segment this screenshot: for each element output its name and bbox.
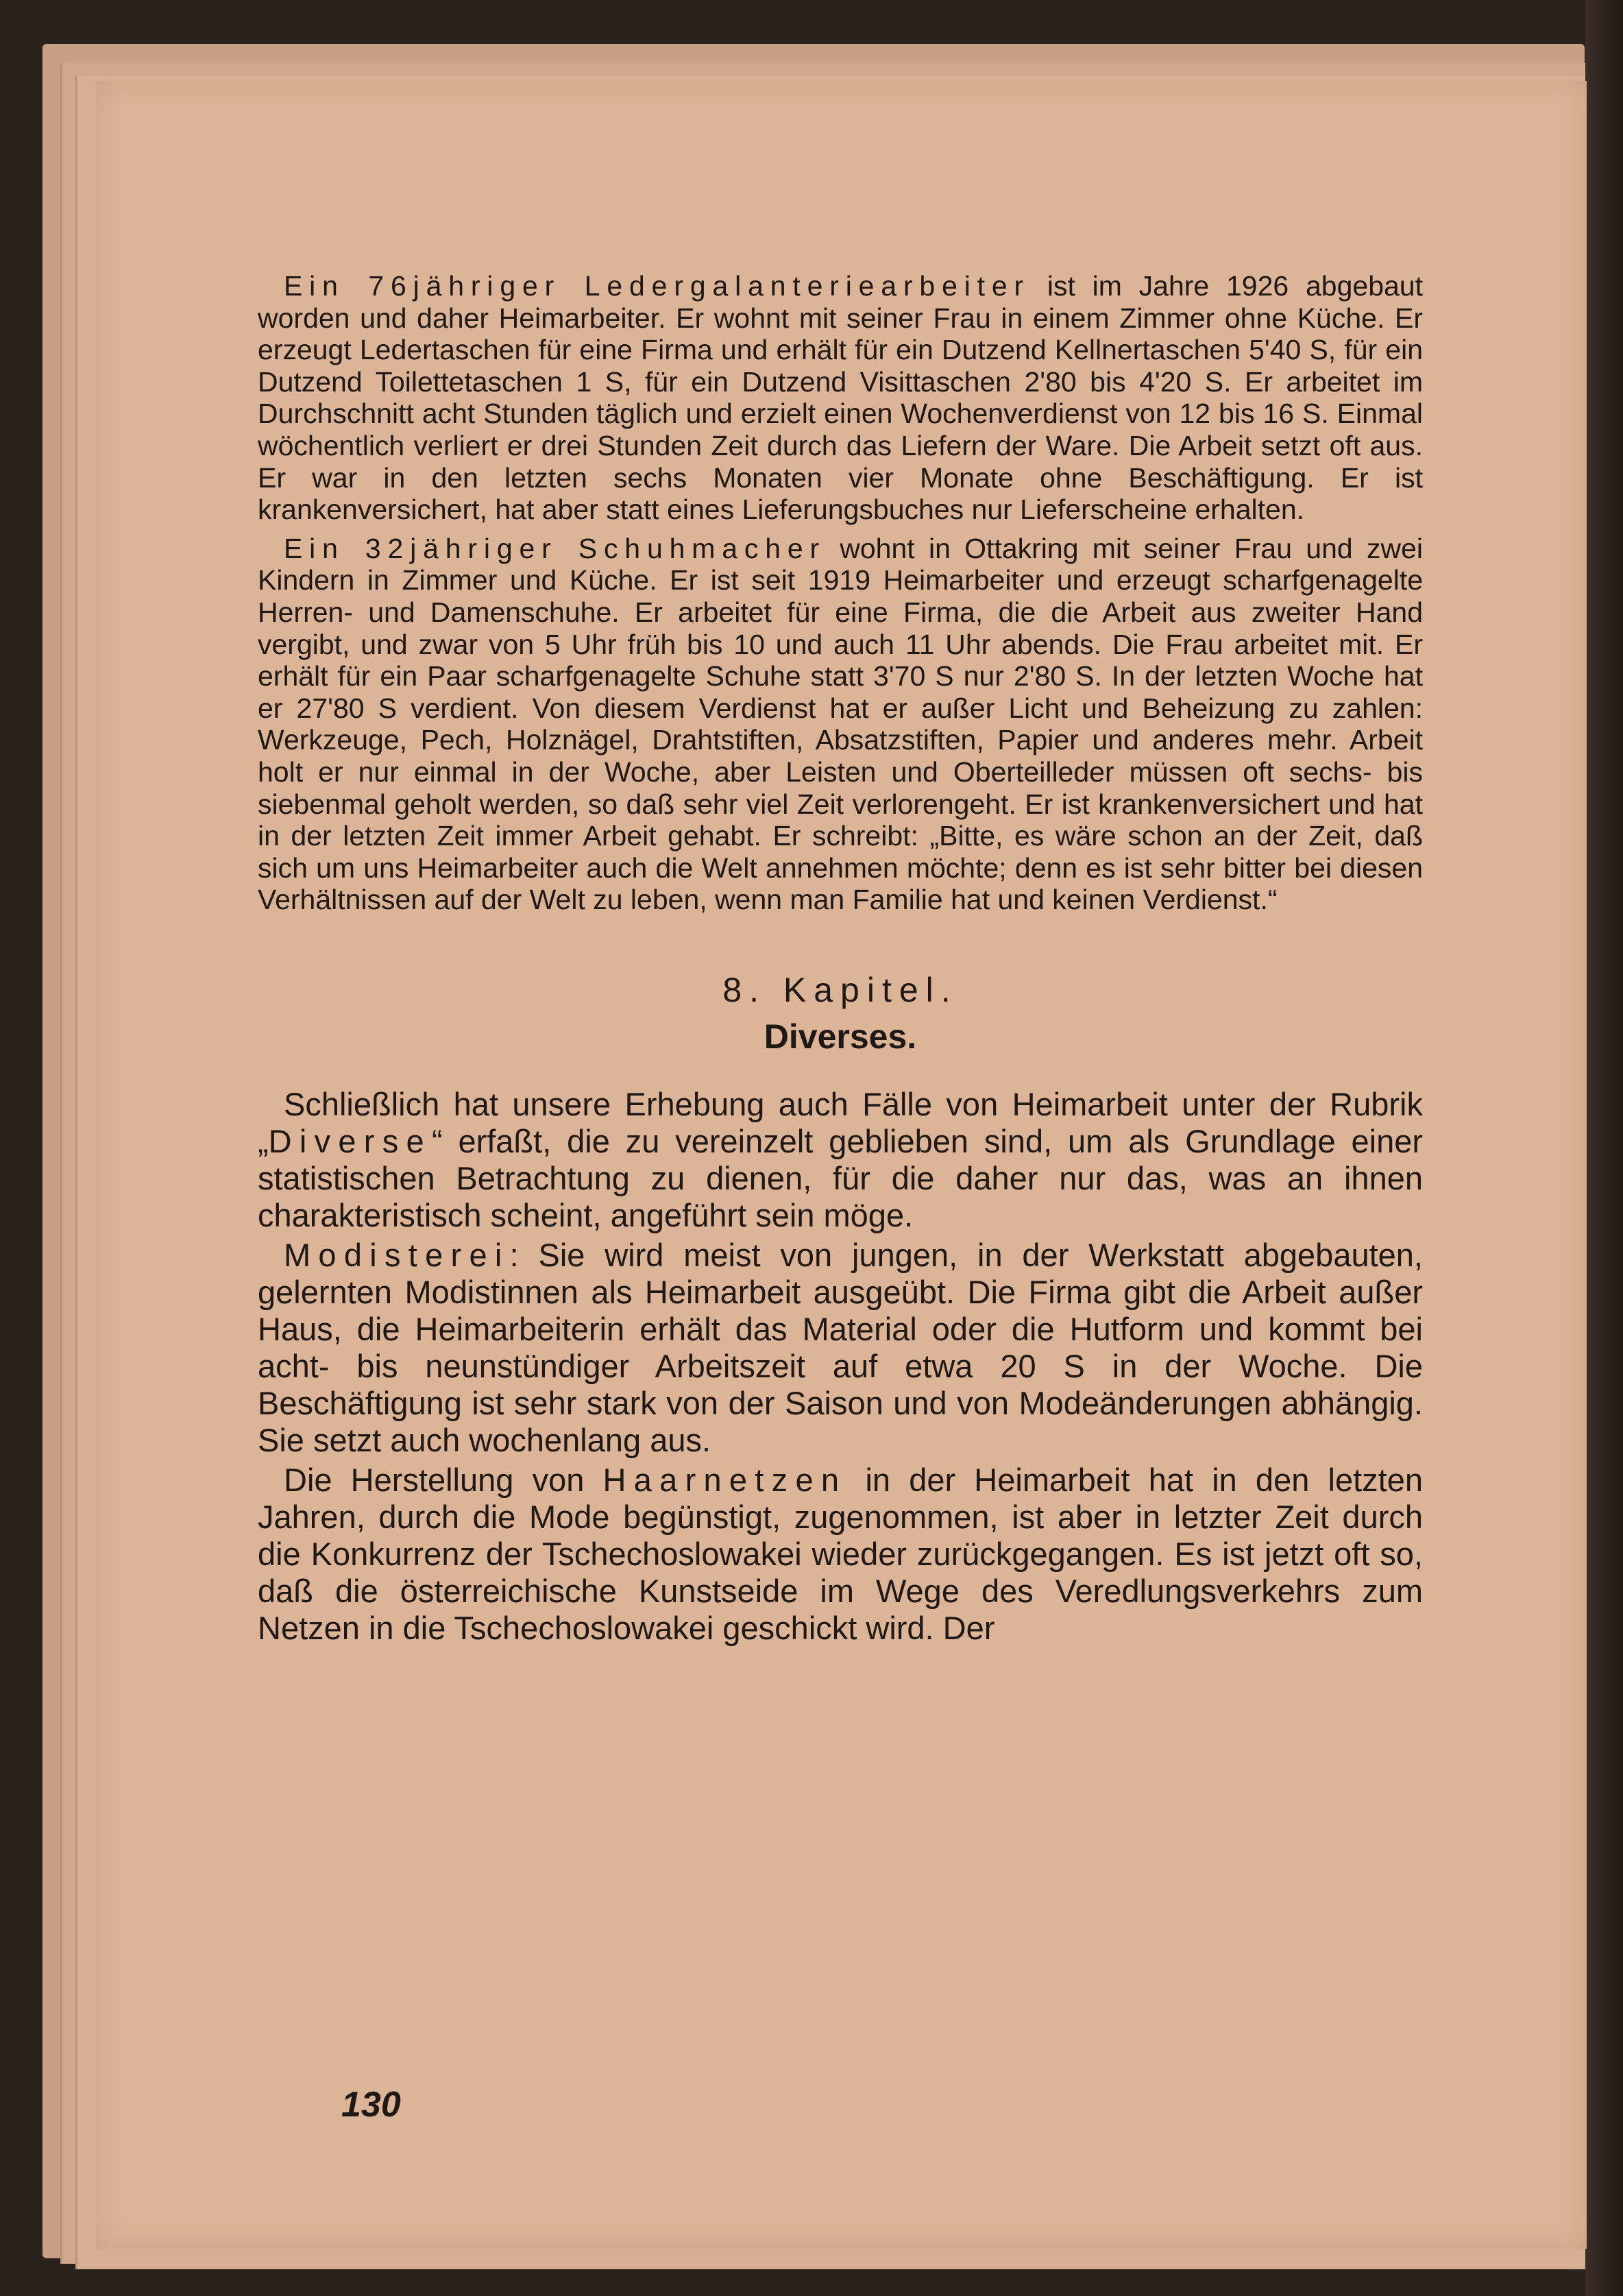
paragraph-body-end: in der Heimarbeit hat in den letzten Jahren, durch die Mode begünstigt, zugenommen, ist aber in letzter Zeit durch die Konkurrenz der Tschechoslowakei wieder zurückgegangen. Es ist jetzt oft so, daß die österreichische Kunstseide im Wege des Veredlungsverkehrs zum Netzen in die Tschechoslowakei geschickt wird. Der <box>258 1461 1423 1646</box>
chapter-number: 8. Kapitel. <box>722 970 958 1009</box>
paragraph-diverse <box>258 1086 1423 1234</box>
book-spine <box>1585 0 1623 2296</box>
chapter-title: Diverses. <box>764 1017 917 1056</box>
paragraph-body-end: : Sie wird meist von jungen, in der Werkstatt abgebauten, gelernten Modistinnen als Heimarbeit ausgeübt. Die Firma gibt die Arbeit außer Haus, die Heimarbeiterin erhält das Material oder die Hutform und kommt bei acht- bis neunstündiger Arbeitszeit auf etwa 20 S in der Woche. Die Beschäftigung ist sehr stark von der Saison und von Modeänderungen abhängig. Sie setzt auch wochenlang aus. <box>258 1236 1423 1458</box>
paragraph-haarnetze <box>258 1462 1423 1647</box>
paragraph-body: wohnt in Ottakring mit seiner Frau und zwei Kindern in Zimmer und Küche. Er ist seit 1919 Heimarbeiter und erzeugt scharfgenagelte Herren- und Damenschuhe. Er arbeitet für eine Firma, die die Arbeit aus zweiter Hand vergibt, und zwar von 5 Uhr früh bis 10 und auch 11 Uhr abends. Die Frau arbeitet mit. Er erhält für ein Paar scharfgenagelte Schuhe statt 3'70 S nur 2'80 S. In der letzten Woche hat er 27'80 S verdient. Von diesem Verdienst hat er außer Licht und Beheizung zu zahlen: Werkzeuge, Pech, Holznägel, Drahtstiften, Absatzstiften, Papier und anderes mehr. Arbeit holt er nur einmal in der Woche, aber Leisten und Oberteilleder müssen oft sechs- bis siebenmal geholt werden, so daß sehr viel Zeit verlorengeht. Er ist krankenversichert und hat in der letzten Zeit immer Arbeit gehabt. Er schreibt: „Bitte, es wäre schon an der Zeit, daß sich um uns Heimarbeiter auch die Welt annehmen möchte; denn es ist sehr bitter bei diesen Verhältnissen auf der Welt zu leben, wenn man Familie hat und keinen Verdienst.“ <box>258 532 1423 916</box>
paragraph-body-start: Die Herstellung von <box>284 1461 603 1498</box>
paragraph-lead-spaced: Ein 76jähriger Ledergalanteriearbeiter <box>284 270 1031 302</box>
page-number: 130 <box>341 2085 401 2125</box>
paragraph-modisterei <box>258 1237 1423 1459</box>
paragraph-keyword-spaced: Modisterei <box>284 1236 510 1273</box>
paragraph-body-end: “ erfaßt, die zu vereinzelt geblieben sind, um als Grundlage einer statistischen Betrachtung zu dienen, für die daher nur das, was an ihnen charakteristisch scheint, angeführt sein möge. <box>258 1122 1423 1233</box>
paragraph-keyword-spaced: Haarnetzen <box>602 1461 847 1498</box>
page-text <box>258 270 1423 1647</box>
paragraph-body: ist im Jahre 1926 abgebaut worden und daher Heimarbeiter. Er wohnt mit seiner Frau in einem Zimmer ohne Küche. Er erzeugt Ledertaschen für eine Firma und erhält für ein Dutzend Kellnertaschen 5'40 S, für ein Dutzend Toilettetaschen 1 S, für ein Dutzend Visittaschen 2'80 bis 4'20 S. Er arbeitet im Durchschnitt acht Stunden täglich und erzielt einen Wochenverdienst von 12 bis 16 S. Einmal wöchentlich verliert er drei Stunden Zeit durch das Liefern der Ware. Die Arbeit setzt oft aus. Er war in den letzten sechs Monaten vier Monate ohne Beschäftigung. Er ist krankenversichert, hat aber statt eines Lieferungsbuches nur Lieferscheine erhalten. <box>258 270 1423 526</box>
paragraph-body-start: Schließlich hat unsere Erhebung auch Fälle von Heimarbeit unter der Rubrik „ <box>258 1085 1423 1159</box>
paragraph-keyword-spaced: Diverse <box>268 1122 432 1159</box>
paragraph-leather-worker <box>258 270 1423 526</box>
paragraph-shoemaker <box>258 533 1423 916</box>
paragraph-lead-spaced: Ein 32jähriger Schuhmacher <box>284 532 826 564</box>
